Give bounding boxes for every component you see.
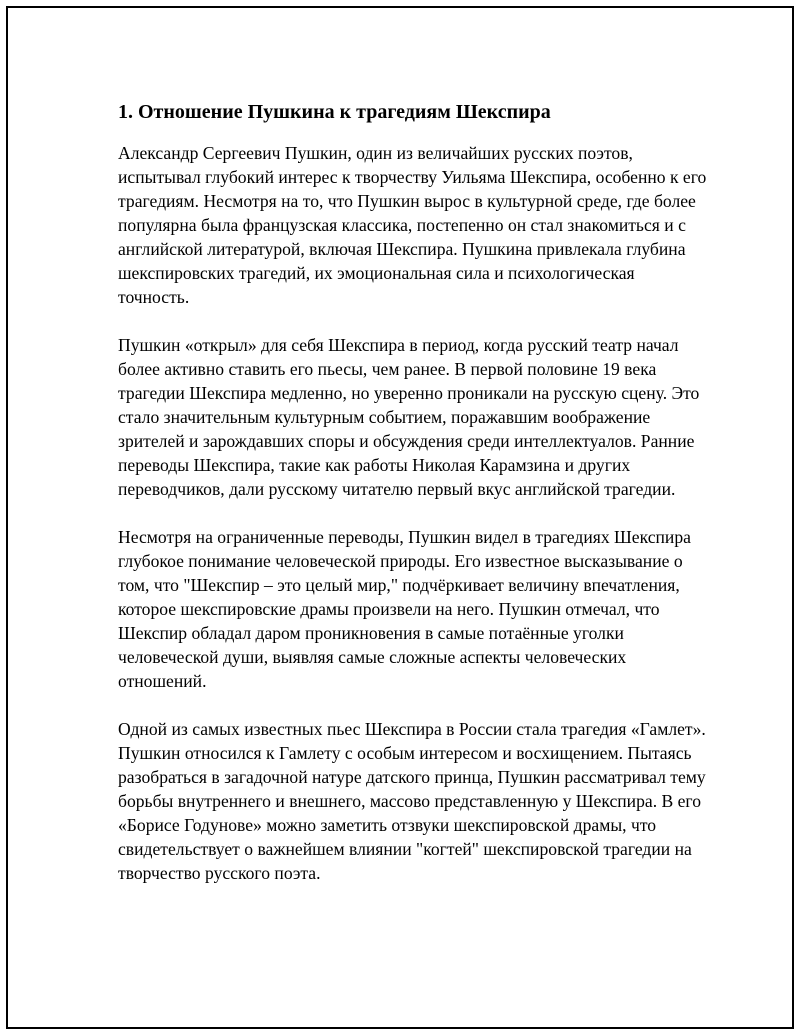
paragraph-1: Александр Сергеевич Пушкин, один из величайших русских поэтов, испытывал глубокий интерес к творчеству Уильяма Шекспира, особенно к его трагедиям. Несмотря на то, что Пушкин вырос в культурной среде, где более популярна была французская классика, постепенно он стал знакомиться и с английской литературой, включая Шекспира. Пушкина привлекала глубина шекспировских трагедий, их эмоциональная сила и психологическая точность. — [118, 143, 707, 307]
page-frame — [6, 6, 794, 1029]
paragraph-3: Несмотря на ограниченные переводы, Пушкин видел в трагедиях Шекспира глубокое понимание человеческой природы. Его известное высказывание о том, что "Шекспир – это целый мир," подчёркивает величину впечатления, которое шекспировские драмы произвели на него. Пушкин отмечал, что Шекспир обладал даром проникновения в самые потаённые уголки человеческой души, выявляя самые сложные аспекты человеческих отношений. — [118, 527, 691, 691]
paragraph-4: Одной из самых известных пьес Шекспира в России стала трагедия «Гамлет». Пушкин относился к Гамлету с особым интересом и восхищением. Пытаясь разобраться в загадочной натуре датского принца, Пушкин рассматривал тему борьбы внутреннего и внешнего, массово представленную у Шекспира. В его «Борисе Годунове» можно заметить отзвуки шекспировской драмы, что свидетельствует о важнейшем влиянии "когтей" шекспировской трагедии на творчество русского поэта. — [118, 719, 706, 883]
paragraph-2: Пушкин «открыл» для себя Шекспира в период, когда русский театр начал более активно ставить его пьесы, чем ранее. В первой половине 19 века трагедии Шекспира медленно, но уверенно проникали на русскую сцену. Это стало значительным культурным событием, поражавшим воображение зрителей и зарождавших споры и обсуждения среди интеллектуалов. Ранние переводы Шекспира, такие как работы Николая Карамзина и других переводчиков, дали русскому читателю первый вкус английской трагедии. — [118, 335, 700, 499]
section-heading: 1. Отношение Пушкина к трагедиям Шекспира — [118, 101, 551, 123]
document-body — [118, 96, 708, 909]
